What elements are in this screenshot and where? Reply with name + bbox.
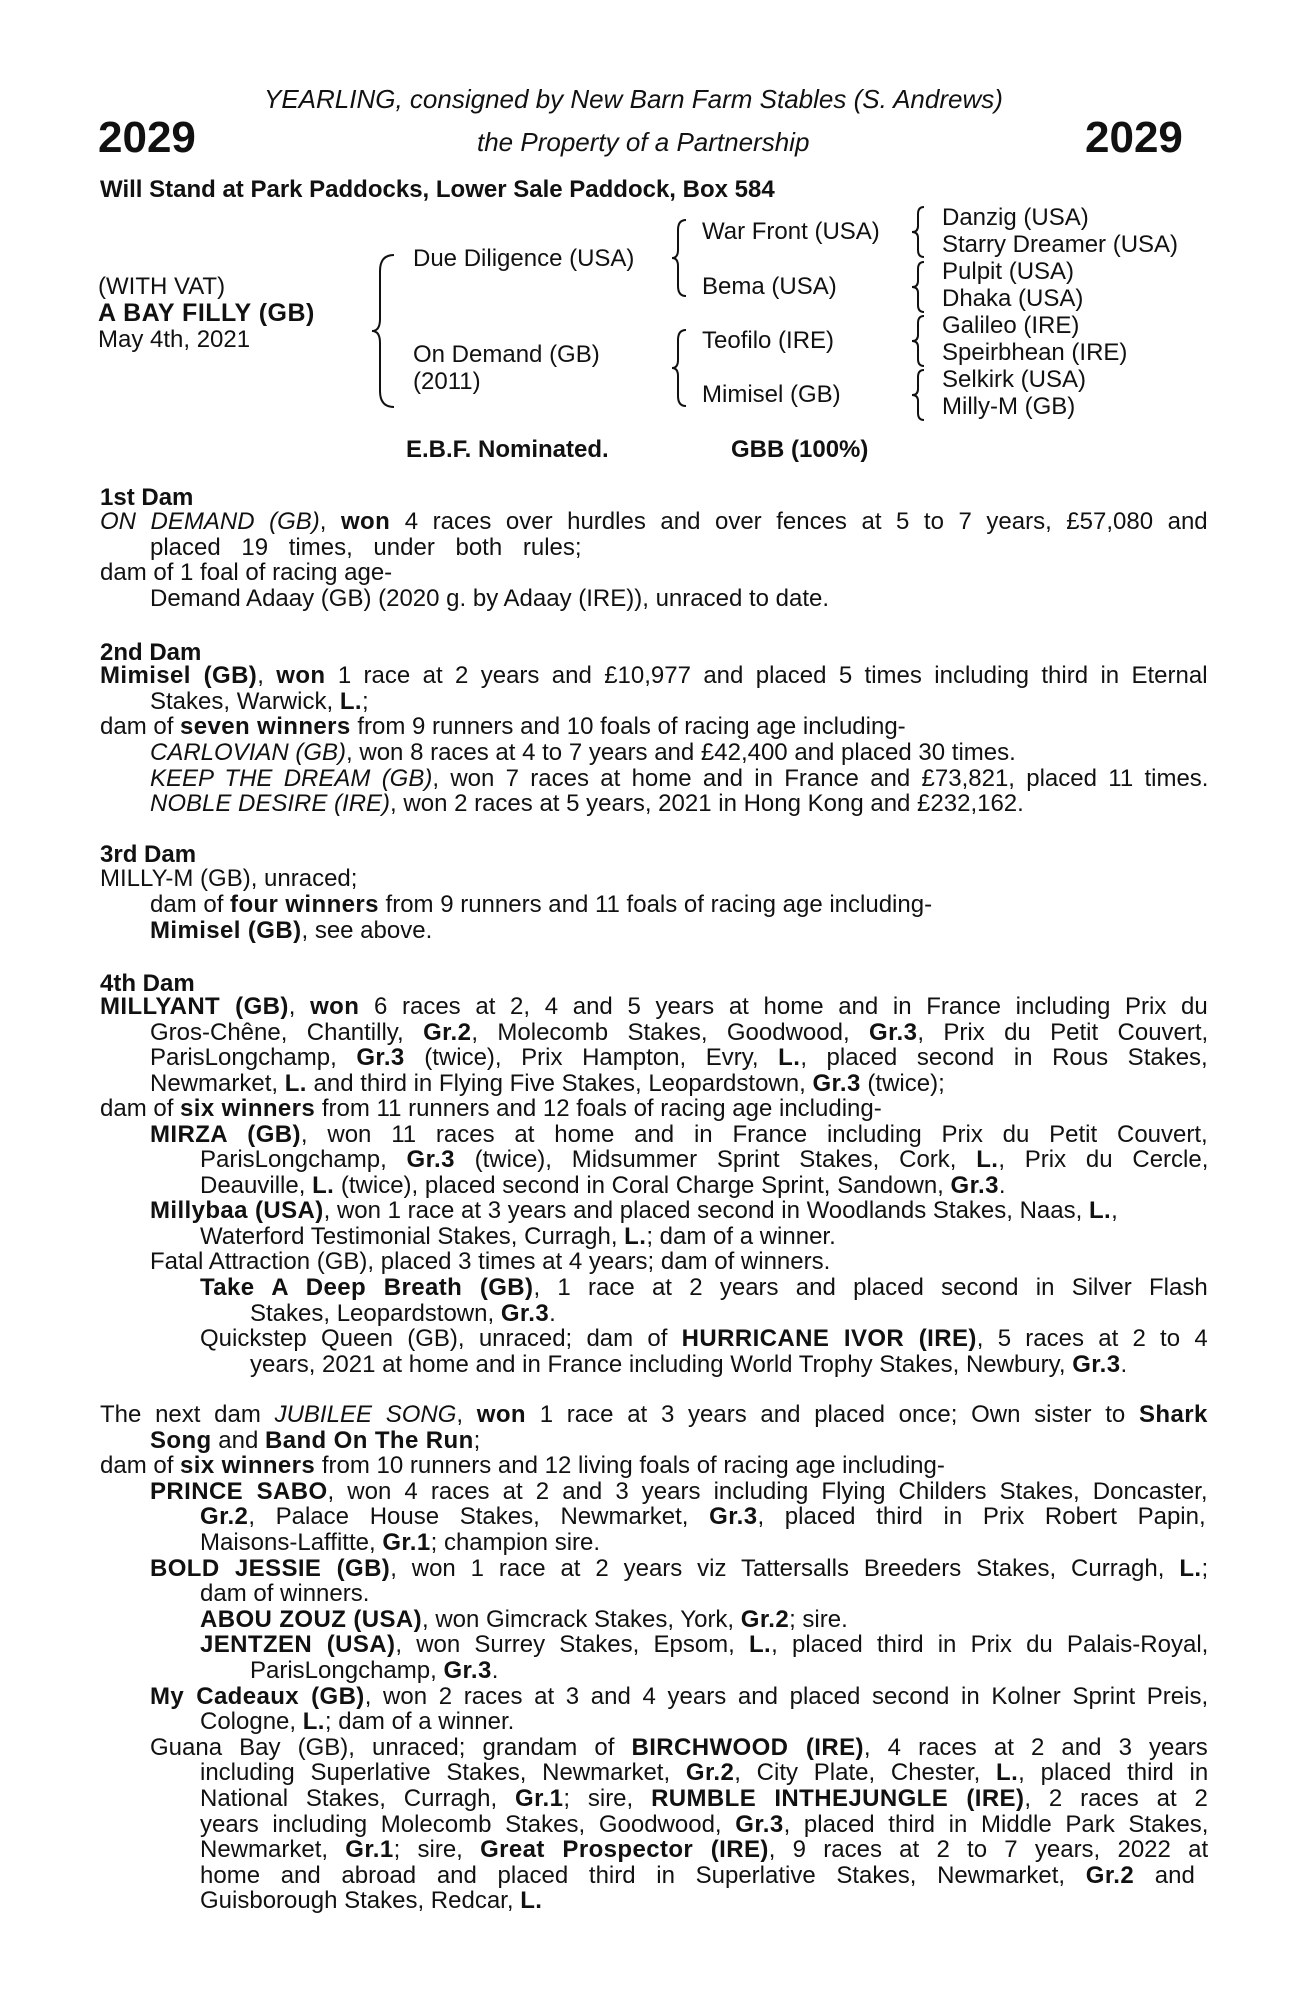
text-run: Waterford Testimonial Stakes, Curragh, [200,1223,625,1250]
text-run: ParisLongchamp, [200,1146,407,1173]
record-line [200,1632,1208,1657]
text-run: ParisLongchamp, [250,1657,444,1684]
horse-name: A BAY FILLY (GB) [98,299,315,327]
text-run: , [456,1401,477,1428]
record-line [100,1453,945,1478]
record-line [100,560,392,585]
text-run: , see above. [301,917,433,944]
bold-run: six winners [180,1452,316,1479]
text-run: and [211,1427,265,1454]
text-run: ParisLongchamp, [150,1044,357,1071]
record-line [150,791,1024,816]
vat-note: (WITH VAT) [98,273,226,300]
text-run: Guisborough Stakes, Redcar, [200,1887,521,1914]
pedigree-brace-g2c [910,313,930,369]
record-line [200,1504,1206,1529]
bold-run: MILLYANT (GB) [100,993,289,1020]
bold-run: Gr.3 [500,1300,550,1327]
text-run: Stakes, Leopardstown, [250,1300,501,1327]
bold-run: L. [996,1759,1019,1786]
pedigree-g3-1: Danzig (USA) [942,204,1089,231]
bold-run: Gr.3 [812,1070,861,1097]
consignor-line: YEARLING, consigned by New Barn Farm Stables (S. Andrews) [264,84,1003,114]
text-run: , won 1 race at 2 years viz Tattersalls Breeders Stakes, Curragh, [390,1555,1180,1582]
bold-run: JENTZEN (USA) [200,1631,396,1658]
bold-run: six winners [180,1095,316,1122]
bold-run: Take A Deep Breath (GB) [200,1274,534,1301]
text-run: home and abroad and placed third in Superlative Stakes, Newmarket, [200,1862,1086,1889]
text-run: 6 races at 2, 4 and 5 years at home and in France including Prix du [359,993,1208,1020]
record-line [250,1658,498,1683]
pedigree-brace-g2b [910,259,930,315]
pedigree-g3-7: Selkirk (USA) [942,366,1087,393]
record-line [200,1530,600,1555]
record-line [150,1249,830,1274]
record-line [100,714,906,739]
text-run: , 2 races at 2 [1024,1785,1208,1812]
record-line [200,1607,848,1632]
text-run: The next dam [100,1401,275,1428]
bold-run: L. [339,688,362,715]
text-run: years, 2021 at home and in France including World Trophy Stakes, Newbury, [250,1351,1073,1378]
bold-run: L. [778,1044,801,1071]
record-line [200,1326,1208,1351]
text-run: from 11 runners and 12 foals of racing age including- [315,1095,882,1122]
italic-run: ON DEMAND (GB) [100,508,320,535]
record-line [200,1760,1208,1785]
record-line [150,1198,1118,1223]
bold-run: L. [520,1887,543,1914]
text-run: Gros-Chêne, Chantilly, [150,1019,424,1046]
text-run: , [1111,1197,1118,1224]
heading-2nd-dam: 2nd Dam [100,639,202,666]
bold-run: Gr.2 [685,1759,735,1786]
text-run: and third in Flying Five Stakes, Leopardstown, [306,1070,813,1097]
heading-3rd-dam: 3rd Dam [100,841,197,868]
text-run: 1 race at 2 years and £10,977 and placed 5 times including third in Eternal [325,662,1208,689]
bold-run: L. [976,1146,999,1173]
bold-run: L. [1088,1197,1112,1224]
text-run: ; [1201,1555,1209,1582]
record-line [200,1173,1006,1198]
record-line [200,1275,1208,1300]
text-run: MILLY-M (GB), unraced; [100,865,358,892]
record-line [150,892,932,917]
record-line [150,1045,1208,1070]
text-run: years including Molecomb Stakes, Goodwood, [200,1811,736,1838]
text-run: ; sire, [563,1785,652,1812]
bold-run: Mimisel (GB) [150,917,302,944]
text-run: . [1120,1351,1128,1378]
pedigree-dam-sire: Teofilo (IRE) [702,327,835,354]
pedigree-g3-2: Starry Dreamer (USA) [942,231,1179,258]
record-line [150,918,432,943]
text-run: Fatal Attraction (GB), placed 3 times at 4 years; dam of winners. [150,1248,831,1275]
text-run: ; [361,688,369,715]
pedigree-brace-main [372,251,402,411]
foaling-date: May 4th, 2021 [98,326,251,353]
text-run: , 1 race at 2 years and placed second in Silver Flash [533,1274,1208,1301]
text-run: ; sire, [393,1836,481,1863]
text-run: from 10 runners and 12 living foals of racing age including- [315,1452,945,1479]
text-run: , won 2 races at 3 and 4 years and placed second in Kolner Sprint Preis, [364,1683,1209,1710]
text-run: , won 4 races at 2 and 3 years including Flying Childers Stakes, Doncaster, [327,1478,1208,1505]
text-run: (twice); [860,1070,945,1097]
bold-run: Gr.3 [709,1503,758,1530]
text-run: dam of [150,891,231,918]
record-line [200,1581,369,1606]
bold-run: Mimisel (GB) [100,662,258,689]
text-run: dam of [100,1095,181,1122]
bold-run: Gr.3 [356,1044,405,1071]
pedigree-sire: Due Diligence (USA) [413,245,635,272]
text-run: (twice), Prix Hampton, Evry, [404,1044,779,1071]
text-run: , Molecomb Stakes, Goodwood, [471,1019,870,1046]
pedigree-g3-6: Speirbhean (IRE) [942,339,1128,366]
text-run: ; sire. [789,1606,848,1633]
text-run: from 9 runners and 10 foals of racing age including- [350,713,906,740]
pedigree-brace-dam [670,326,692,410]
bold-run: BOLD JESSIE (GB) [150,1555,391,1582]
text-run: , 4 races at 2 and 3 years [863,1734,1208,1761]
text-run: , [288,993,311,1020]
property-line: the Property of a Partnership [477,127,810,157]
bold-run: Song [150,1427,212,1454]
record-line [200,1224,836,1249]
bold-run: L. [312,1172,335,1199]
record-line [200,1837,1208,1862]
text-run: , placed third in [1018,1759,1209,1786]
text-run: Stakes, Warwick, [150,688,340,715]
bold-run: Band On The Run [264,1427,474,1454]
text-run: ; champion sire. [430,1529,601,1556]
text-run: , 9 races at 2 to 7 years, 2022 at [768,1836,1209,1863]
text-run: 1 race at 3 years and placed once; Own sister to [525,1401,1139,1428]
text-run: . [998,1172,1006,1199]
bold-run: ABOU ZOUZ (USA) [200,1606,422,1633]
text-run: , placed third in Prix Robert Papin, [757,1503,1206,1530]
lot-number-left: 2029 [98,113,196,162]
record-line [150,535,582,560]
record-line [200,1812,1208,1837]
ebf-nomination: E.B.F. Nominated. [406,436,609,463]
bold-run: Gr.2 [1085,1862,1135,1889]
record-line [150,1020,1208,1045]
bold-run: Gr.3 [406,1146,455,1173]
heading-1st-dam: 1st Dam [100,484,194,511]
text-run: , Prix du Cercle, [998,1146,1209,1173]
bold-run: L. [284,1070,307,1097]
bold-run: Gr.3 [443,1657,492,1684]
bold-run: Gr.3 [869,1019,918,1046]
record-line [150,1735,1208,1760]
record-line [150,1479,1208,1504]
text-run: Guana Bay (GB), unraced; grandam of [150,1734,632,1761]
text-run: , won 7 races at home and in France and £73,821, placed 11 times. [432,765,1209,792]
record-line [200,1888,542,1913]
bold-run: Gr.3 [735,1811,784,1838]
text-run: ; dam of a winner. [646,1223,836,1250]
bold-run: L. [624,1223,647,1250]
pedigree-brace-g2a [910,204,930,260]
text-run: placed 19 times, under both rules; [150,534,582,561]
pedigree-g3-3: Pulpit (USA) [942,258,1075,285]
pedigree-brace-g2d [910,367,930,423]
bold-run: L. [749,1631,772,1658]
text-run: Deauville, [200,1172,313,1199]
text-run: dam of 1 foal of racing age- [100,559,393,586]
record-line [100,866,357,891]
text-run: , won 8 races at 4 to 7 years and £42,400 and placed 30 times. [346,739,1016,766]
text-run: , Prix du Petit Couvert, [917,1019,1209,1046]
bold-run: Gr.2 [200,1503,249,1530]
location-line: Will Stand at Park Paddocks, Lower Sale Paddock, Box 584 [100,176,775,203]
italic-run: KEEP THE DREAM (GB) [150,765,433,792]
text-run: Newmarket, [200,1836,346,1863]
bold-run: Great Prospector (IRE) [480,1836,769,1863]
pedigree-g3-4: Dhaka (USA) [942,285,1084,312]
text-run: Demand Adaay (GB) (2020 g. by Adaay (IRE)), unraced to date. [150,585,830,612]
pedigree-brace-sire [670,216,692,300]
pedigree-dam: On Demand (GB) [413,341,600,368]
bold-run: PRINCE SABO [150,1478,328,1505]
text-run: National Stakes, Curragh, [200,1785,516,1812]
italic-run: CARLOVIAN (GB) [150,739,347,766]
record-line [150,1071,945,1096]
record-line [150,689,369,714]
bold-run: Gr.2 [740,1606,790,1633]
text-run: , won Surrey Stakes, Epsom, [395,1631,749,1658]
text-run: , Palace House Stakes, Newmarket, [248,1503,710,1530]
text-run: . [549,1300,556,1327]
pedigree-sire-dam: Bema (USA) [702,273,837,300]
text-run: , won 1 race at 3 years and placed second in Woodlands Stakes, Naas, [323,1197,1089,1224]
text-run: , placed second in Rous Stakes, [800,1044,1208,1071]
text-run: , 5 races at 2 to 4 [976,1325,1208,1352]
text-run: dam of [100,1452,181,1479]
gbb-status: GBB (100%) [731,436,869,463]
record-line [100,1096,882,1121]
text-run: ; [473,1427,481,1454]
bold-run: RUMBLE INTHEJUNGLE (IRE) [651,1785,1025,1812]
text-run: ; dam of a winner. [324,1708,515,1735]
text-run: , placed third in Prix du Palais-Royal, [771,1631,1209,1658]
text-run: , [319,508,341,535]
record-line [150,766,1208,791]
pedigree-g3-8: Milly-M (GB) [942,393,1076,420]
bold-run: My Cadeaux (GB) [150,1683,365,1710]
record-line [250,1352,1127,1377]
pedigree-sire-sire: War Front (USA) [702,218,880,245]
text-run: Quickstep Queen (GB), unraced; dam of [200,1325,682,1352]
bold-run: Gr.1 [382,1529,431,1556]
text-run: Newmarket, [150,1070,285,1097]
record-line [150,1122,1208,1147]
bold-run: won [276,662,326,689]
text-run: Cologne, [200,1708,303,1735]
record-line [200,1863,1195,1888]
text-run: . [491,1657,499,1684]
text-run: , won Gimcrack Stakes, York, [421,1606,741,1633]
text-run: , placed third in Middle Park Stakes, [783,1811,1209,1838]
bold-run: Gr.3 [1072,1351,1121,1378]
bold-run: L. [302,1708,325,1735]
bold-run: Gr.1 [345,1836,394,1863]
text-run: dam of [100,713,181,740]
record-line [250,1301,556,1326]
bold-run: Gr.1 [515,1785,564,1812]
record-line [150,1556,1208,1581]
bold-run: four winners [230,891,379,918]
record-line [200,1147,1208,1172]
italic-run: NOBLE DESIRE (IRE) [150,790,391,817]
record-line [100,994,1208,1019]
record-line [150,1428,480,1453]
italic-run: JUBILEE SONG [274,1401,457,1428]
record-line [100,663,1208,688]
bold-run: Gr.2 [423,1019,472,1046]
text-run: , won 11 races at home and in France including Prix du Petit Couvert, [300,1121,1208,1148]
text-run: (twice), placed second in Coral Charge Sprint, Sandown, [334,1172,951,1199]
record-line [100,1402,1208,1427]
record-line [150,740,1016,765]
bold-run: Gr.3 [950,1172,999,1199]
heading-4th-dam: 4th Dam [100,970,195,997]
bold-run: Shark [1138,1401,1208,1428]
record-line [150,586,829,611]
bold-run: won [476,1401,526,1428]
text-run: Maisons-Laffitte, [200,1529,383,1556]
lot-number-right: 2029 [1085,113,1183,162]
bold-run: BIRCHWOOD (IRE) [631,1734,864,1761]
record-line [100,509,1208,534]
text-run: from 9 runners and 11 foals of racing age including- [378,891,933,918]
pedigree-g3-5: Galileo (IRE) [942,312,1080,339]
record-line [200,1709,514,1734]
record-line [150,1684,1208,1709]
text-run: , City Plate, Chester, [734,1759,997,1786]
text-run: 4 races over hurdles and over fences at 5 to 7 years, £57,080 and [390,508,1208,535]
pedigree-dam-dam: Mimisel (GB) [702,381,841,408]
record-line [200,1786,1208,1811]
bold-run: L. [1179,1555,1202,1582]
bold-run: won [310,993,360,1020]
pedigree-dam-year: (2011) [413,368,481,395]
bold-run: HURRICANE IVOR (IRE) [681,1325,977,1352]
text-run: dam of winners. [200,1580,370,1607]
bold-run: MIRZA (GB) [150,1121,301,1148]
text-run: , won 2 races at 5 years, 2021 in Hong Kong and £232,162. [390,790,1024,817]
bold-run: won [340,508,391,535]
bold-run: seven winners [180,713,351,740]
bold-run: Millybaa (USA) [150,1197,324,1224]
text-run: including Superlative Stakes, Newmarket, [200,1759,686,1786]
text-run: (twice), Midsummer Sprint Stakes, Cork, [454,1146,977,1173]
text-run: and [1134,1862,1195,1889]
text-run: , [257,662,277,689]
